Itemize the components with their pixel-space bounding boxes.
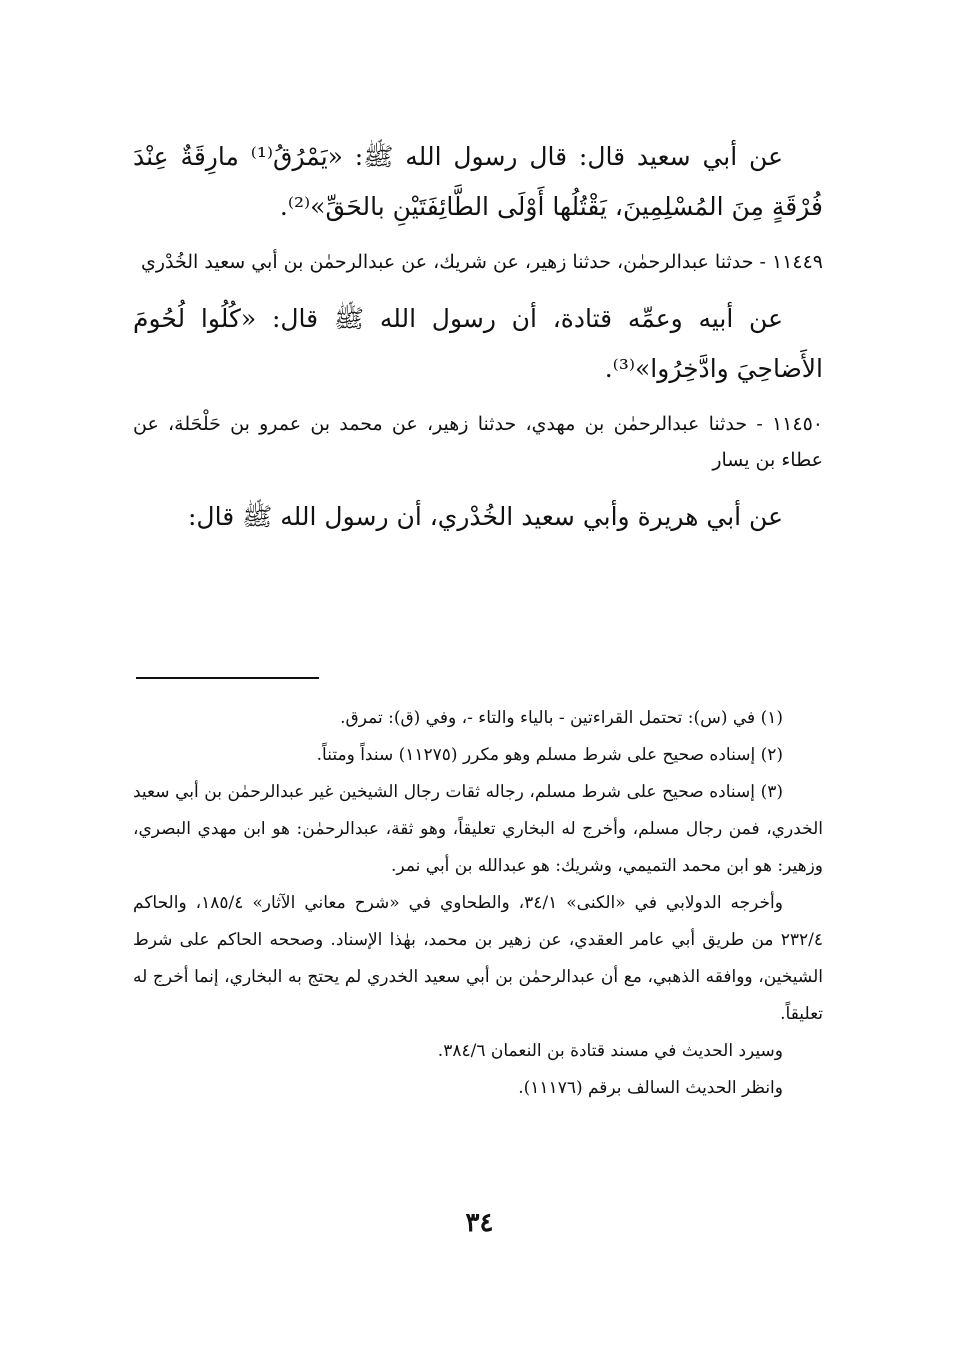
footnote-3-paragraph-3: وسيرد الحديث في مسند قتادة بن النعمان ٣٨٤/٦.: [437, 1041, 783, 1061]
footnote-separator: [136, 677, 319, 679]
footnote-2: (٢) إسناده صحيح على شرط مسلم وهو مكرر (١١٢٧٥) سنداً ومتناً.: [316, 745, 783, 765]
isnad-11450: ١١٤٥٠ - حدثنا عبدالرحمٰن بن مهدي، حدثنا زهير، عن محمد بن عمرو بن حَلْحَلة، عن عطاء بن يسار: [133, 413, 823, 471]
hadith-text-1: عن أبي سعيد قال: قال رسول الله ﷺ: «يَمْرُقُ⁽¹⁾ مارِقَةٌ عِنْدَ فُرْقَةٍ مِنَ المُسْلِمِينَ، يَقْتُلُها أَوْلَى الطَّائِفَتَيْنِ بالحَقِّ»⁽²⁾.: [133, 142, 823, 221]
hadith-text-2: عن أبيه وعمِّه قتادة، أن رسول الله ﷺ قال: «كُلُوا لُحُومَ الأَضاحِيَ وادَّخِرُوا»⁽³⁾.: [133, 304, 823, 383]
footnote-3: (٣) إسناده صحيح على شرط مسلم، رجاله ثقات رجال الشيخين غير عبدالرحمٰن بن أبي سعيد الخدري، فمن رجال مسلم، وأخرج له البخاري تعليقاً، وهو ثقة، عبدالرحمٰن: هو ابن مهدي البصري، وزهير: هو ابن محمد التميمي، وشريك: هو عبدالله بن أبي نمر.: [133, 782, 823, 876]
page-number: ٣٤: [465, 1208, 494, 1238]
footnotes: [133, 700, 823, 1107]
footnote-3-paragraph-4: وانظر الحديث السالف برقم (١١١٧٦).: [518, 1078, 783, 1098]
footnote-3-paragraph-2: وأخرجه الدولابي في «الكنى» ٣٤/١، والطحاوي في «شرح معاني الآثار» ١٨٥/٤، والحاكم ٢٣٢/٤ من طريق أبي عامر العقدي، عن زهير بن محمد، بهٰذا الإسناد. وصححه الحاكم على شرط الشيخين، ووافقه الذهبي، مع أن عبدالرحمٰن بن أبي سعيد الخدري لم يحتج به البخاري، إنما أخرج له تعليقاً.: [133, 893, 823, 1024]
isnad-11449: ١١٤٤٩ - حدثنا عبدالرحمٰن، حدثنا زهير، عن شريك، عن عبدالرحمٰن بن أبي سعيد الخُدْري: [140, 251, 823, 273]
main-text: [133, 132, 823, 554]
hadith-text-3: عن أبي هريرة وأبي سعيد الخُدْري، أن رسول الله ﷺ قال:: [187, 502, 783, 531]
footnote-1: (١) في (س): تحتمل القراءتين - بالياء والتاء -، وفي (ق): تمرق.: [340, 708, 783, 728]
